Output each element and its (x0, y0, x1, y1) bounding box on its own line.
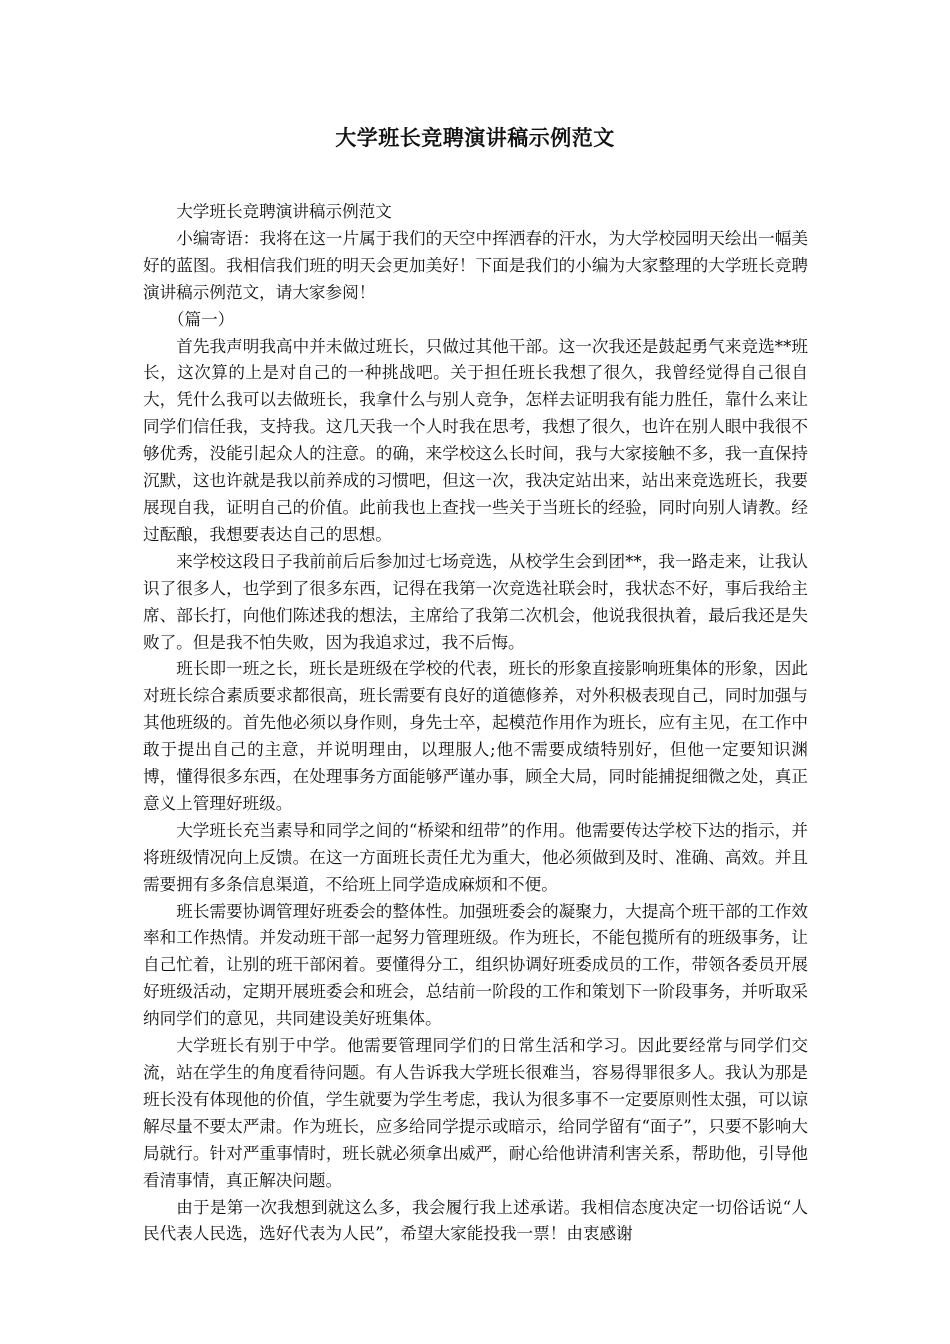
body-paragraph: 班长需要协调管理好班委会的整体性。加强班委会的凝聚力，大提高个班干部的工作效率和工作热情。并发动班干部一起努力管理班级。作为班长，不能包揽所有的班级事务，让自己忙着，让别的班干部闲着。要懂得分工，组织协调好班委成员的工作，带领各委员开展好班级活动，定期开展班委会和班会，总结前一阶段的工作和策划下一阶段事务，并听取采纳同学们的意见，共同建设美好班集体。 (143, 901, 808, 1029)
section-label: （篇一） (167, 309, 235, 329)
subtitle-line: 大学班长竞聘演讲稿示例范文 (176, 202, 392, 221)
body-paragraph: 班长即一班之长，班长是班级在学校的代表，班长的形象直接影响班集体的形象，因此对班长综合素质要求都很高，班长需要有良好的道德修养，对外积极表现自己，同时加强与其他班级的。首先他必须以身作则，身先士卒，起模范作用作为班长，应有主见，在工作中敢于提出自己的主意，并说明理由，以理服人;他不需要成绩特别好，但他一定要知识渊博，懂得很多东西，在处理事务方面能够严谨办事，顾全大局，同时能捕捉细微之处，真正意义上管理好班级。 (143, 659, 808, 813)
body-paragraph: 大学班长有别于中学。他需要管理同学们的日常生活和学习。因此要经常与同学们交流，站在学生的角度看待问题。有人告诉我大学班长很难当，容易得罪很多人。我认为那是班长没有体现他的价值，学生就要为学生考虑，我认为很多事不一定要原则性太强，可以谅解尽量不要太严肃。作为班长，应多给同学提示或暗示，给同学留有“面子”，只要不影响大局就行。针对严重事情时，班长就必须拿出威严，耐心给他讲清利害关系，帮助他，引导他看清事情，真正解决问题。 (143, 1036, 808, 1190)
body-paragraph: 来学校这段日子我前前后后参加过七场竞选，从校学生会到团**，我一路走来，让我认识了很多人，也学到了很多东西，记得在我第一次竞选社联会时，我状态不好，事后我给主席、部长打，向他们陈述我的想法，主席给了我第二次机会，他说我很执着，最后我还是失败了。但是我不怕失败，因为我追求过，我不后悔。 (143, 551, 808, 652)
editor-note-paragraph: 小编寄语：我将在这一片属于我们的天空中挥洒春的汗水，为大学校园明天绘出一幅美好的蓝图。我相信我们班的明天会更加美好！下面是我们的小编为大家整理的大学班长竞聘演讲稿示例范文，请大家参阅！ (143, 228, 808, 302)
document-body (143, 199, 808, 1248)
body-paragraph: 由于是第一次我想到就这么多，我会履行我上述承诺。我相信态度决定一切俗话说“人民代表人民选，选好代表为人民”，希望大家能投我一票！由衷感谢 (143, 1197, 808, 1244)
body-paragraph: 大学班长充当素导和同学之间的“桥梁和纽带”的作用。他需要传达学校下达的指示，并将班级情况向上反馈。在这一方面班长责任尤为重大，他必须做到及时、准确、高效。并且需要拥有多条信息渠道，不给班上同学造成麻烦和不便。 (143, 820, 808, 894)
document-title: 大学班长竞聘演讲稿示例范文 (335, 125, 615, 150)
body-paragraph: 首先我声明我高中并未做过班长，只做过其他干部。这一次我还是鼓起勇气来竞选**班长，这次算的上是对自己的一种挑战吧。关于担任班长我想了很久，我曾经觉得自己很自大，凭什么我可以去做班长，我拿什么与别人竞争，怎样去证明我有能力胜任，靠什么来让同学们信任我，支持我。这几天我一个人时我在思考，我想了很久，也许在别人眼中我很不够优秀，没能引起众人的注意。的确，来学校这么长时间，我与大家接触不多，我一直保持沉默，这也许就是我以前养成的习惯吧，但这一次，我决定站出来，站出来竞选班长，我要展现自我，证明自己的价值。此前我也上查找一些关于当班长的经验，同时向别人请教。经过酝酿，我想要表达自己的思想。 (143, 336, 808, 544)
